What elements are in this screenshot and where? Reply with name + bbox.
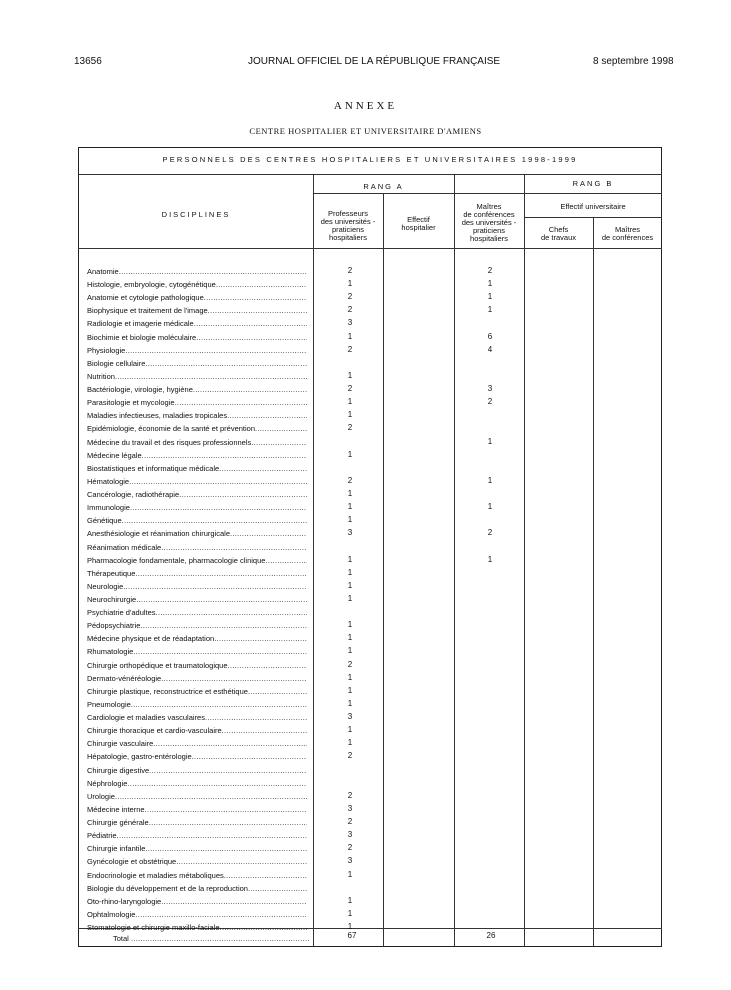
discipline-row-label: Biophysique et traitement de l'image ..... xyxy=(87,305,307,316)
maitres-value: 6 xyxy=(487,332,493,341)
professeurs-value: 2 xyxy=(347,843,353,852)
maitres-value xyxy=(480,855,500,866)
professeurs-value: 1 xyxy=(347,725,353,734)
professeurs-value: 1 xyxy=(347,397,353,406)
maitres-value xyxy=(480,842,500,853)
discipline-row-label: Pédopsychiatrie ..... xyxy=(87,620,307,631)
col-divider-maitres xyxy=(524,174,525,947)
maitres-value: 1 xyxy=(487,292,493,301)
discipline-row-label: Médecine du travail et des risques professionnels ..... xyxy=(87,437,307,448)
discipline-row-label: Cancérologie, radiothérapie ..... xyxy=(87,489,307,500)
maitres-value xyxy=(480,764,500,775)
professeurs-value xyxy=(340,777,360,788)
professeurs-value: 1 xyxy=(347,332,353,341)
discipline-row-label: Anatomie et cytologie pathologique ..... xyxy=(87,292,307,303)
maitres-value: 2 xyxy=(487,528,493,537)
maitres-value: 1 xyxy=(487,555,493,564)
professeurs-value: 1 xyxy=(347,568,353,577)
discipline-row-label: Anesthésiologie et réanimation chirurgicale ..... xyxy=(87,528,307,539)
professeurs-value: 1 xyxy=(347,922,353,931)
professeurs-value: 3 xyxy=(347,804,353,813)
discipline-row-label: Urologie ..... xyxy=(87,791,307,802)
professeurs-value: 2 xyxy=(347,751,353,760)
professeurs-value: 1 xyxy=(347,909,353,918)
discipline-row-label: Pharmacologie fondamentale, pharmacologie clinique ..... xyxy=(87,555,307,566)
discipline-row-label: Histologie, embryologie, cytogénétique ..... xyxy=(87,279,307,290)
maitres-value: 1 xyxy=(487,437,493,446)
maitres-value xyxy=(480,685,500,696)
discipline-row-label: Endocrinologie et maladies métaboliques ..... xyxy=(87,870,307,881)
professeurs-value: 2 xyxy=(347,791,353,800)
discipline-row-label: Stomatologie et chirurgie maxillo-faciale ..... xyxy=(87,922,307,933)
rang-b-header: RANG B xyxy=(572,179,614,188)
journal-title: JOURNAL OFFICIEL DE LA RÉPUBLIQUE FRANÇAISE xyxy=(248,56,501,67)
discipline-row-label: Chirurgie digestive ..... xyxy=(87,765,307,776)
discipline-row-label: Neurologie ..... xyxy=(87,581,307,592)
centre-title: CENTRE HOSPITALIER ET UNIVERSITAIRE D'AMIENS xyxy=(249,126,482,136)
professeurs-value: 1 xyxy=(347,594,353,603)
discipline-row-label: Neurochirurgie ..... xyxy=(87,594,307,605)
rule-rang xyxy=(313,193,662,194)
maitres-value xyxy=(480,580,500,591)
maitres-value xyxy=(480,449,500,460)
professeurs-value: 1 xyxy=(347,686,353,695)
discipline-row-label: Parasitologie et mycologie ..... xyxy=(87,397,307,408)
maitres-value: 1 xyxy=(487,279,493,288)
discipline-row-label: Thérapeutique ..... xyxy=(87,568,307,579)
professeurs-value: 2 xyxy=(347,345,353,354)
discipline-row-label: Pédiatrie ..... xyxy=(87,830,307,841)
professeurs-value: 2 xyxy=(347,305,353,314)
professeurs-value xyxy=(340,541,360,552)
professeurs-value: 1 xyxy=(347,279,353,288)
total-maitres: 26 xyxy=(486,931,496,940)
discipline-row-label: Ophtalmologie ..... xyxy=(87,909,307,920)
professeurs-value: 1 xyxy=(347,896,353,905)
discipline-row-label: Anatomie ..... xyxy=(87,266,307,277)
discipline-row-label: Médecine interne ..... xyxy=(87,804,307,815)
maitres-conferences-header: Maîtres de conférences xyxy=(601,225,654,242)
discipline-row-label: Chirurgie orthopédique et traumatologique ..... xyxy=(87,660,307,671)
professeurs-value: 1 xyxy=(347,870,353,879)
maitres-value xyxy=(480,632,500,643)
col-divider-professeurs xyxy=(383,193,384,947)
discipline-row-label: Maladies infectieuses, maladies tropicales ..... xyxy=(87,410,307,421)
maitres-value xyxy=(480,422,500,433)
professeurs-value: 1 xyxy=(347,699,353,708)
total-professeurs: 67 xyxy=(347,931,357,940)
professeurs-value: 1 xyxy=(347,646,353,655)
professeurs-value: 1 xyxy=(347,371,353,380)
maitres-conferences-mcu-ph-header: Maîtres de conférences des universités - praticiens hospitaliers xyxy=(461,202,517,243)
maitres-value xyxy=(480,541,500,552)
discipline-row-label: Biologie du développement et de la reproduction ..... xyxy=(87,883,307,894)
discipline-row-label: Hématologie ..... xyxy=(87,476,307,487)
professeurs-value xyxy=(340,882,360,893)
maitres-value xyxy=(480,829,500,840)
professeurs-value xyxy=(340,606,360,617)
discipline-row-label: Immunologie ..... xyxy=(87,502,307,513)
maitres-value xyxy=(480,606,500,617)
maitres-value xyxy=(480,777,500,788)
professeurs-value: 3 xyxy=(347,830,353,839)
discipline-row-label: Pneumologie ..... xyxy=(87,699,307,710)
total-label: Total ..... xyxy=(113,933,309,944)
professeurs-value: 1 xyxy=(347,738,353,747)
maitres-value: 4 xyxy=(487,345,493,354)
professeurs-value: 3 xyxy=(347,528,353,537)
chefs-travaux-header: Chefs de travaux xyxy=(540,225,577,242)
professeurs-value xyxy=(340,764,360,775)
discipline-row-label: Médecine physique et de réadaptation ..... xyxy=(87,633,307,644)
professeurs-value: 1 xyxy=(347,673,353,682)
maitres-value xyxy=(480,567,500,578)
discipline-row-label: Bactériologie, virologie, hygiène ..... xyxy=(87,384,307,395)
discipline-row-label: Nutrition ..... xyxy=(87,371,307,382)
rule-title xyxy=(78,174,662,175)
professeurs-value: 2 xyxy=(347,660,353,669)
professeurs-value: 1 xyxy=(347,581,353,590)
maitres-value: 3 xyxy=(487,384,493,393)
discipline-row-label: Biostatistiques et informatique médicale ..... xyxy=(87,463,307,474)
professeurs-value: 1 xyxy=(347,515,353,524)
discipline-row-label: Chirurgie thoracique et cardio-vasculaire ..... xyxy=(87,725,307,736)
discipline-row-label: Rhumatologie ..... xyxy=(87,646,307,657)
maitres-value xyxy=(480,370,500,381)
discipline-row-label: Chirurgie générale ..... xyxy=(87,817,307,828)
maitres-value xyxy=(480,711,500,722)
maitres-value xyxy=(480,869,500,880)
effectif-hospitalier-header: Effectif hospitalier xyxy=(401,215,436,232)
maitres-value xyxy=(480,698,500,709)
maitres-value xyxy=(480,737,500,748)
maitres-value xyxy=(480,357,500,368)
maitres-value: 1 xyxy=(487,305,493,314)
professeurs-value: 3 xyxy=(347,712,353,721)
discipline-row-label: Chirurgie infantile ..... xyxy=(87,843,307,854)
col-divider-chefs xyxy=(593,217,594,947)
table-title: PERSONNELS DES CENTRES HOSPITALIERS ET UNIVERSITAIRES 1998-1999 xyxy=(162,155,578,164)
maitres-value xyxy=(480,724,500,735)
professeurs-value xyxy=(340,357,360,368)
discipline-row-label: Biochimie et biologie moléculaire ..... xyxy=(87,332,307,343)
professeurs-value: 1 xyxy=(347,633,353,642)
discipline-row-label: Hépatologie, gastro-entérologie ..... xyxy=(87,751,307,762)
rang-a-header: RANG A xyxy=(363,182,404,191)
professeurs-value: 2 xyxy=(347,476,353,485)
professeurs-value: 2 xyxy=(347,266,353,275)
professeurs-value: 1 xyxy=(347,410,353,419)
maitres-value xyxy=(480,619,500,630)
professeurs-value: 1 xyxy=(347,489,353,498)
maitres-value xyxy=(480,514,500,525)
maitres-value xyxy=(480,659,500,670)
disciplines-header: DISCIPLINES xyxy=(161,210,231,219)
maitres-value xyxy=(480,750,500,761)
discipline-row-label: Psychiatrie d'adultes ..... xyxy=(87,607,307,618)
maitres-value xyxy=(480,593,500,604)
publication-date: 8 septembre 1998 xyxy=(593,56,674,67)
professeurs-value xyxy=(340,436,360,447)
professeurs-value: 1 xyxy=(347,450,353,459)
maitres-value: 2 xyxy=(487,266,493,275)
maitres-value: 2 xyxy=(487,397,493,406)
maitres-value: 1 xyxy=(487,476,493,485)
maitres-value xyxy=(480,895,500,906)
professeurs-value: 2 xyxy=(347,384,353,393)
professeurs-value: 3 xyxy=(347,856,353,865)
col-divider-effectif xyxy=(454,174,455,947)
maitres-value xyxy=(480,317,500,328)
professeurs-value: 2 xyxy=(347,292,353,301)
discipline-row-label: Dermato-vénéréologie ..... xyxy=(87,673,307,684)
discipline-row-label: Biologie cellulaire ..... xyxy=(87,358,307,369)
discipline-row-label: Chirurgie vasculaire ..... xyxy=(87,738,307,749)
discipline-row-label: Médecine légale ..... xyxy=(87,450,307,461)
discipline-row-label: Oto-rhino-laryngologie ..... xyxy=(87,896,307,907)
maitres-value xyxy=(480,645,500,656)
maitres-value xyxy=(480,462,500,473)
discipline-row-label: Néphrologie ..... xyxy=(87,778,307,789)
discipline-row-label: Réanimation médicale ..... xyxy=(87,542,307,553)
maitres-value xyxy=(480,488,500,499)
effectif-universitaire-header: Effectif universitaire xyxy=(560,202,626,211)
discipline-row-label: Epidémiologie, économie de la santé et prévention ..... xyxy=(87,423,307,434)
maitres-value xyxy=(480,672,500,683)
professeurs-value: 1 xyxy=(347,502,353,511)
professeurs-header: Professeurs des universités - praticiens hospitaliers xyxy=(320,209,376,242)
maitres-value xyxy=(480,409,500,420)
discipline-row-label: Cardiologie et maladies vasculaires ..... xyxy=(87,712,307,723)
discipline-row-label: Physiologie ..... xyxy=(87,345,307,356)
discipline-row-label: Radiologie et imagerie médicale ..... xyxy=(87,318,307,329)
professeurs-value: 3 xyxy=(347,318,353,327)
col-divider-disciplines xyxy=(313,174,314,947)
professeurs-value: 2 xyxy=(347,817,353,826)
maitres-value xyxy=(480,908,500,919)
page-number: 13656 xyxy=(74,56,102,67)
professeurs-value: 2 xyxy=(347,423,353,432)
annexe-title: ANNEXE xyxy=(333,100,398,112)
maitres-value xyxy=(480,882,500,893)
maitres-value xyxy=(480,816,500,827)
discipline-row-label: Chirurgie plastique, reconstructrice et esthétique ..... xyxy=(87,686,307,697)
maitres-value xyxy=(480,790,500,801)
discipline-row-label: Gynécologie et obstétrique ..... xyxy=(87,856,307,867)
professeurs-value xyxy=(340,462,360,473)
professeurs-value: 1 xyxy=(347,555,353,564)
rule-header-bottom xyxy=(78,248,662,249)
discipline-row-label: Génétique ..... xyxy=(87,515,307,526)
maitres-value: 1 xyxy=(487,502,493,511)
maitres-value xyxy=(480,803,500,814)
professeurs-value: 1 xyxy=(347,620,353,629)
